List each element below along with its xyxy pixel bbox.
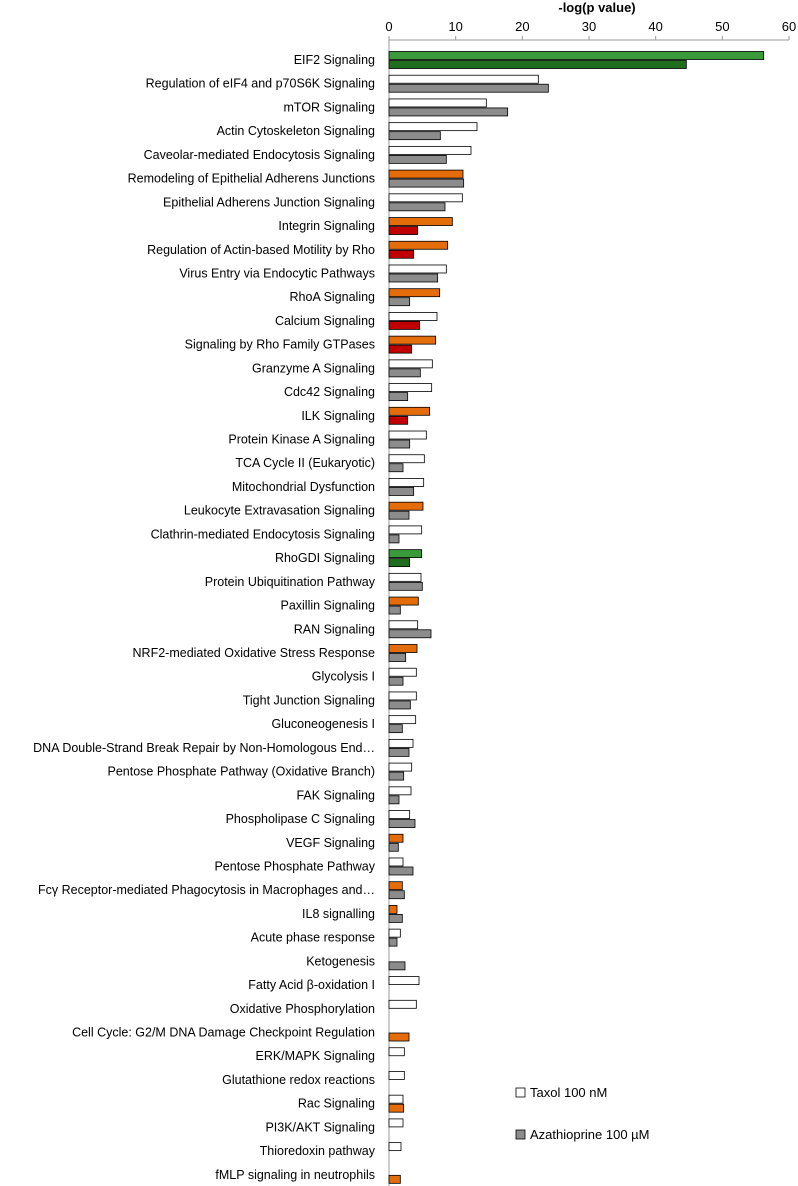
bar-taxol [389, 1000, 416, 1008]
bar-azathioprine [389, 84, 548, 92]
bar-taxol [389, 573, 421, 581]
bar-azathioprine [389, 393, 408, 401]
x-tick-label: 50 [715, 19, 730, 34]
bar-taxol [389, 170, 463, 178]
x-tick-label: 0 [385, 19, 393, 34]
category-label: Protein Kinase A Signaling [228, 432, 375, 447]
category-label: RhoA Signaling [289, 290, 375, 305]
bar-taxol [389, 241, 448, 249]
bar-azathioprine [389, 345, 412, 353]
category-label: VEGF Signaling [286, 835, 375, 850]
bar-taxol [389, 360, 432, 368]
category-label: RhoGDI Signaling [274, 551, 375, 566]
bar-azathioprine [389, 274, 438, 282]
category-label: Cdc42 Signaling [283, 385, 375, 400]
category-label: NRF2-mediated Oxidative Stress Response [132, 646, 375, 660]
bar-taxol [389, 146, 471, 154]
bar-azathioprine [389, 701, 410, 709]
legend-swatch [516, 1088, 525, 1097]
category-label: ILK Signaling [301, 408, 375, 423]
category-label: Epithelial Adherens Junction Signaling [163, 195, 375, 210]
bar-taxol [389, 312, 437, 320]
bar-taxol [389, 431, 426, 439]
legend-label: Taxol 100 nM [530, 1085, 608, 1100]
bar-taxol [389, 692, 416, 700]
bar-azathioprine [389, 179, 464, 187]
category-label: RAN Signaling [293, 622, 375, 637]
bar-taxol [389, 882, 402, 890]
bar-azathioprine [389, 748, 409, 756]
bar-azathioprine [389, 250, 414, 258]
bar-azathioprine [389, 820, 415, 828]
bar-taxol [389, 1071, 404, 1079]
category-label: Pentose Phosphate Pathway (Oxidative Branch) [107, 764, 375, 779]
bar-taxol [389, 123, 477, 131]
category-label: Actin Cytoskeleton Signaling [216, 124, 375, 139]
bar-taxol [389, 75, 538, 83]
bar-azathioprine [389, 1104, 404, 1112]
bar-taxol [389, 811, 410, 819]
bar-azathioprine [389, 725, 402, 733]
bar-taxol [389, 977, 419, 985]
category-label: Clathrin-mediated Endocytosis Signaling [150, 527, 375, 542]
category-label: EIF2 Signaling [293, 53, 375, 67]
bar-taxol [389, 52, 764, 60]
x-tick-label: 40 [648, 19, 663, 34]
category-label: mTOR Signaling [283, 100, 375, 115]
x-axis-title: -log(p value) [558, 0, 636, 15]
category-label: Acute phase response [250, 930, 375, 945]
bar-azathioprine [389, 464, 403, 472]
category-label: Calcium Signaling [274, 313, 375, 328]
bar-taxol [389, 621, 418, 629]
category-label: Mitochondrial Dysfunction [231, 479, 375, 494]
bar-taxol [389, 99, 486, 107]
bar-taxol [389, 739, 413, 747]
bar-taxol [389, 597, 418, 605]
category-label: Glycolysis I [311, 669, 375, 684]
category-label: Cell Cycle: G2/M DNA Damage Checkpoint Regulation [72, 1025, 375, 1040]
bar-azathioprine [389, 559, 410, 567]
bar-taxol [389, 1119, 403, 1127]
bar-taxol [389, 455, 424, 463]
bar-taxol [389, 289, 440, 297]
category-label: Virus Entry via Endocytic Pathways [179, 266, 375, 281]
bar-taxol [389, 929, 400, 937]
bar-azathioprine [389, 582, 422, 590]
category-label: IL8 signalling [302, 906, 375, 921]
bar-taxol [389, 787, 411, 795]
category-label: Gluconeogenesis I [271, 717, 375, 732]
category-label: Fatty Acid β-oxidation I [248, 978, 375, 993]
bar-azathioprine [389, 654, 406, 662]
category-label: Paxillin Signaling [280, 598, 375, 613]
bar-azathioprine [389, 630, 431, 638]
bar-taxol [389, 336, 436, 344]
bar-taxol [389, 668, 416, 676]
bar-azathioprine [389, 891, 404, 899]
bar-taxol [389, 550, 422, 558]
bar-taxol [389, 478, 424, 486]
bar-azathioprine [389, 962, 405, 970]
category-label: FAK Signaling [296, 788, 375, 803]
bar-azathioprine [389, 1033, 409, 1041]
bar-taxol [389, 1143, 401, 1151]
bar-azathioprine [389, 796, 399, 804]
category-label: Fcγ Receptor-mediated Phagocytosis in Macrophages and… [38, 883, 375, 898]
bar-azathioprine [389, 321, 420, 329]
bar-azathioprine [389, 108, 508, 116]
category-label: Regulation of Actin-based Motility by Rho [147, 242, 375, 257]
bar-azathioprine [389, 677, 403, 685]
category-labels [33, 53, 376, 1182]
x-tick-label: 60 [781, 19, 797, 34]
category-label: Thioredoxin pathway [259, 1144, 375, 1159]
bar-azathioprine [389, 132, 440, 140]
legend-label: Azathioprine 100 µM [530, 1127, 650, 1142]
legend-swatch [516, 1130, 525, 1139]
bar-azathioprine [389, 938, 397, 946]
bar-azathioprine [389, 440, 410, 448]
category-label: Remodeling of Epithelial Adherens Junctions [127, 171, 375, 186]
bar-azathioprine [389, 772, 404, 780]
bar-azathioprine [389, 914, 402, 922]
bar-azathioprine [389, 843, 398, 851]
bar-azathioprine [389, 487, 414, 495]
bar-taxol [389, 526, 422, 534]
bar-azathioprine [389, 535, 399, 543]
category-label: Ketogenesis [306, 954, 375, 969]
bar-taxol [389, 834, 403, 842]
category-label: Leukocyte Extravasation Signaling [183, 503, 375, 518]
x-tick-label: 10 [448, 19, 463, 34]
category-label: Oxidative Phosphorylation [229, 1001, 375, 1016]
category-label: Signaling by Rho Family GTPases [184, 337, 375, 352]
bar-azathioprine [389, 227, 418, 235]
category-label: Integrin Signaling [278, 219, 375, 234]
category-label: Pentose Phosphate Pathway [214, 859, 375, 874]
bar-azathioprine [389, 369, 420, 377]
bar-azathioprine [389, 511, 409, 519]
bar-azathioprine [389, 867, 413, 875]
legend [516, 1085, 650, 1142]
bar-taxol [389, 1048, 404, 1056]
category-label: Regulation of eIF4 and p70S6K Signaling [145, 76, 375, 91]
category-label: Glutathione redox reactions [222, 1072, 375, 1087]
category-label: ERK/MAPK Signaling [255, 1049, 375, 1064]
bar-azathioprine [389, 416, 408, 424]
bar-azathioprine [389, 155, 446, 163]
bar-taxol [389, 1095, 403, 1103]
bar-taxol [389, 265, 446, 273]
bar-taxol [389, 384, 432, 392]
category-label: Caveolar-mediated Endocytosis Signaling [143, 147, 375, 162]
category-label: Tight Junction Signaling [242, 693, 375, 708]
bar-taxol [389, 407, 430, 415]
bar-azathioprine [389, 1175, 400, 1183]
category-label: PI3K/AKT Signaling [265, 1120, 375, 1135]
bar-taxol [389, 905, 397, 913]
category-label: TCA Cycle II (Eukaryotic) [235, 456, 375, 471]
category-label: Phospholipase C Signaling [225, 812, 375, 827]
bar-taxol [389, 763, 412, 771]
bars [389, 52, 764, 1184]
category-label: Granzyme A Signaling [252, 361, 375, 376]
bar-taxol [389, 716, 416, 724]
bar-taxol [389, 502, 423, 510]
category-label: Rac Signaling [297, 1096, 375, 1111]
x-tick-label: 20 [515, 19, 530, 34]
bar-taxol [389, 194, 462, 202]
bar-azathioprine [389, 203, 445, 211]
category-label: Protein Ubiquitination Pathway [204, 574, 375, 589]
category-label: DNA Double-Strand Break Repair by Non-Homologous End… [33, 740, 375, 755]
bar-azathioprine [389, 298, 410, 306]
bar-taxol [389, 645, 417, 653]
category-label: fMLP signaling in neutrophils [215, 1167, 375, 1182]
bar-azathioprine [389, 61, 686, 69]
bar-taxol [389, 218, 452, 226]
x-tick-label: 30 [581, 19, 597, 34]
bar-azathioprine [389, 606, 400, 614]
bar-taxol [389, 858, 403, 866]
